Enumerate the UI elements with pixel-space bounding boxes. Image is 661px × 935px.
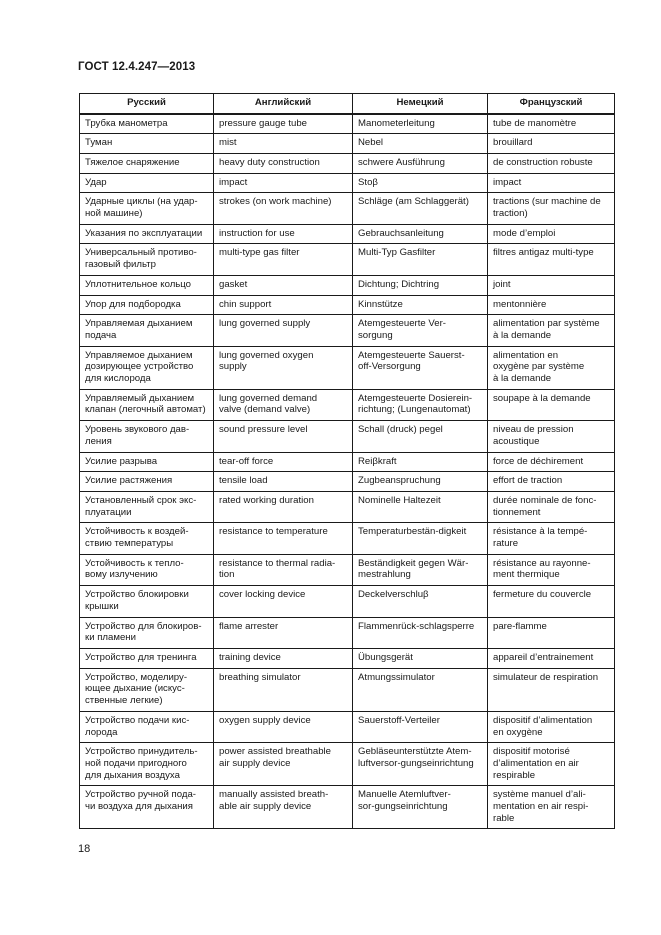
term-french: mode d’emploi [488, 224, 615, 244]
term-german: Nebel [353, 134, 488, 154]
term-english: power assisted breathable air supply device [214, 743, 353, 786]
term-german: Reiβkraft [353, 452, 488, 472]
term-english: impact [214, 173, 353, 193]
table-row [80, 421, 615, 452]
term-english: resistance to temperature [214, 523, 353, 554]
term-german: Gebrauchsanleitung [353, 224, 488, 244]
term-french: niveau de pression acoustique [488, 421, 615, 452]
term-english: manually assisted breath- able air supply device [214, 786, 353, 829]
term-english: multi-type gas filter [214, 244, 353, 275]
terminology-table [79, 93, 615, 829]
term-french: mentonnière [488, 295, 615, 315]
term-german: Beständigkeit gegen Wär- mestrahlung [353, 554, 488, 585]
table-row [80, 786, 615, 829]
term-russian: Устройство для блокиров- ки пламени [80, 617, 214, 648]
term-english: training device [214, 649, 353, 669]
term-english: tensile load [214, 472, 353, 492]
term-german: schwere Ausführung [353, 153, 488, 173]
term-russian: Универсальный противо- газовый фильтр [80, 244, 214, 275]
term-english: tear-off force [214, 452, 353, 472]
term-german: Sauerstoff-Verteiler [353, 711, 488, 742]
term-russian: Туман [80, 134, 214, 154]
term-french: pare-flamme [488, 617, 615, 648]
term-russian: Управляемая дыханием подача [80, 315, 214, 346]
term-german: Flammenrück-schlagsperre [353, 617, 488, 648]
term-russian: Трубка манометра [80, 114, 214, 134]
term-french: résistance au rayonne- ment thermique [488, 554, 615, 585]
term-french: simulateur de respiration [488, 668, 615, 711]
table-header-row [80, 94, 615, 114]
table-row [80, 315, 615, 346]
column-header-russian: Русский [80, 94, 214, 114]
term-german: Atemgesteuerte Sauerst- off-Versorgung [353, 346, 488, 389]
table-row [80, 295, 615, 315]
term-russian: Ударные циклы (на удар- ной машине) [80, 193, 214, 224]
term-english: oxygen supply device [214, 711, 353, 742]
term-english: instruction for use [214, 224, 353, 244]
table-row [80, 586, 615, 617]
term-french: effort de traction [488, 472, 615, 492]
term-russian: Усилие разрыва [80, 452, 214, 472]
term-german: Atmungssimulator [353, 668, 488, 711]
term-french: soupape à la demande [488, 389, 615, 420]
table-row [80, 452, 615, 472]
term-french: dispositif d’alimentation en oxygène [488, 711, 615, 742]
table-row [80, 711, 615, 742]
term-german: Übungsgerät [353, 649, 488, 669]
term-german: Kinnstütze [353, 295, 488, 315]
term-german: Deckelverschluβ [353, 586, 488, 617]
table-row [80, 224, 615, 244]
column-header-german: Немецкий [353, 94, 488, 114]
term-english: lung governed oxygen supply [214, 346, 353, 389]
table-row [80, 743, 615, 786]
table-row [80, 193, 615, 224]
term-german: Temperaturbestän-digkeit [353, 523, 488, 554]
document-header: ГОСТ 12.4.247—2013 [78, 61, 196, 73]
term-german: Stoβ [353, 173, 488, 193]
table-row [80, 346, 615, 389]
table-row [80, 134, 615, 154]
term-german: Manometerleitung [353, 114, 488, 134]
table-row [80, 275, 615, 295]
table-row [80, 114, 615, 134]
term-french: tube de manomètre [488, 114, 615, 134]
table-row [80, 649, 615, 669]
column-header-english: Английский [214, 94, 353, 114]
term-english: cover locking device [214, 586, 353, 617]
term-russian: Устройство, моделиру- ющее дыхание (искус- ственные легкие) [80, 668, 214, 711]
page-number: 18 [78, 843, 91, 855]
column-header-french: Французский [488, 94, 615, 114]
term-french: tractions (sur machine de traction) [488, 193, 615, 224]
term-russian: Устойчивость к воздей- ствию температуры [80, 523, 214, 554]
term-english: mist [214, 134, 353, 154]
term-french: dispositif motorisé d’alimentation en air respirable [488, 743, 615, 786]
term-russian: Управляемое дыханием дозирующее устройство для кислорода [80, 346, 214, 389]
term-french: alimentation en oxygène par système à la demande [488, 346, 615, 389]
term-russian: Устройство блокировки крышки [80, 586, 214, 617]
term-english: pressure gauge tube [214, 114, 353, 134]
term-russian: Устойчивость к тепло- вому излучению [80, 554, 214, 585]
term-french: de construction robuste [488, 153, 615, 173]
term-french: système manuel d’ali- mentation en air respi- rable [488, 786, 615, 829]
term-english: heavy duty construction [214, 153, 353, 173]
term-russian: Тяжелое снаряжение [80, 153, 214, 173]
term-german: Multi-Typ Gasfilter [353, 244, 488, 275]
term-french: alimentation par système à la demande [488, 315, 615, 346]
term-english: lung governed supply [214, 315, 353, 346]
term-russian: Указания по эксплуатации [80, 224, 214, 244]
term-english: gasket [214, 275, 353, 295]
term-russian: Уплотнительное кольцо [80, 275, 214, 295]
term-russian: Устройство подачи кис- лорода [80, 711, 214, 742]
term-french: impact [488, 173, 615, 193]
term-russian: Установленный срок экс- плуатации [80, 491, 214, 522]
term-german: Zugbeanspruchung [353, 472, 488, 492]
term-german: Manuelle Atemluftver- sor-gungseinrichtung [353, 786, 488, 829]
term-german: Atemgesteuerte Dosierein- richtung; (Lungenautomat) [353, 389, 488, 420]
table-row [80, 523, 615, 554]
table-row [80, 244, 615, 275]
term-russian: Упор для подбородка [80, 295, 214, 315]
table-row [80, 554, 615, 585]
term-english: rated working duration [214, 491, 353, 522]
term-english: strokes (on work machine) [214, 193, 353, 224]
term-french: joint [488, 275, 615, 295]
term-german: Schall (druck) pegel [353, 421, 488, 452]
term-german: Atemgesteuerte Ver- sorgung [353, 315, 488, 346]
term-russian: Управляемый дыханием клапан (легочный автомат) [80, 389, 214, 420]
table-row [80, 491, 615, 522]
term-german: Gebläseunterstützte Atem- luftversor-gungseinrichtung [353, 743, 488, 786]
term-english: flame arrester [214, 617, 353, 648]
table-row [80, 173, 615, 193]
term-russian: Устройство принудитель- ной подачи пригодного для дыхания воздуха [80, 743, 214, 786]
table-row [80, 389, 615, 420]
term-english: sound pressure level [214, 421, 353, 452]
term-french: force de déchirement [488, 452, 615, 472]
table-row [80, 153, 615, 173]
table-row [80, 668, 615, 711]
term-french: brouillard [488, 134, 615, 154]
table-body [80, 114, 615, 829]
table-row [80, 617, 615, 648]
term-french: durée nominale de fonc- tionnement [488, 491, 615, 522]
term-french: appareil d’entrainement [488, 649, 615, 669]
term-russian: Устройство для тренинга [80, 649, 214, 669]
term-german: Dichtung; Dichtring [353, 275, 488, 295]
term-german: Nominelle Haltezeit [353, 491, 488, 522]
term-french: résistance à la tempé- rature [488, 523, 615, 554]
term-english: chin support [214, 295, 353, 315]
table-row [80, 472, 615, 492]
term-french: filtres antigaz multi-type [488, 244, 615, 275]
term-russian: Уровень звукового дав- ления [80, 421, 214, 452]
term-french: fermeture du couvercle [488, 586, 615, 617]
term-english: breathing simulator [214, 668, 353, 711]
term-german: Schläge (am Schlaggerät) [353, 193, 488, 224]
term-russian: Усилие растяжения [80, 472, 214, 492]
term-russian: Устройство ручной пода- чи воздуха для дыхания [80, 786, 214, 829]
term-english: resistance to thermal radia- tion [214, 554, 353, 585]
term-english: lung governed demand valve (demand valve) [214, 389, 353, 420]
term-russian: Удар [80, 173, 214, 193]
